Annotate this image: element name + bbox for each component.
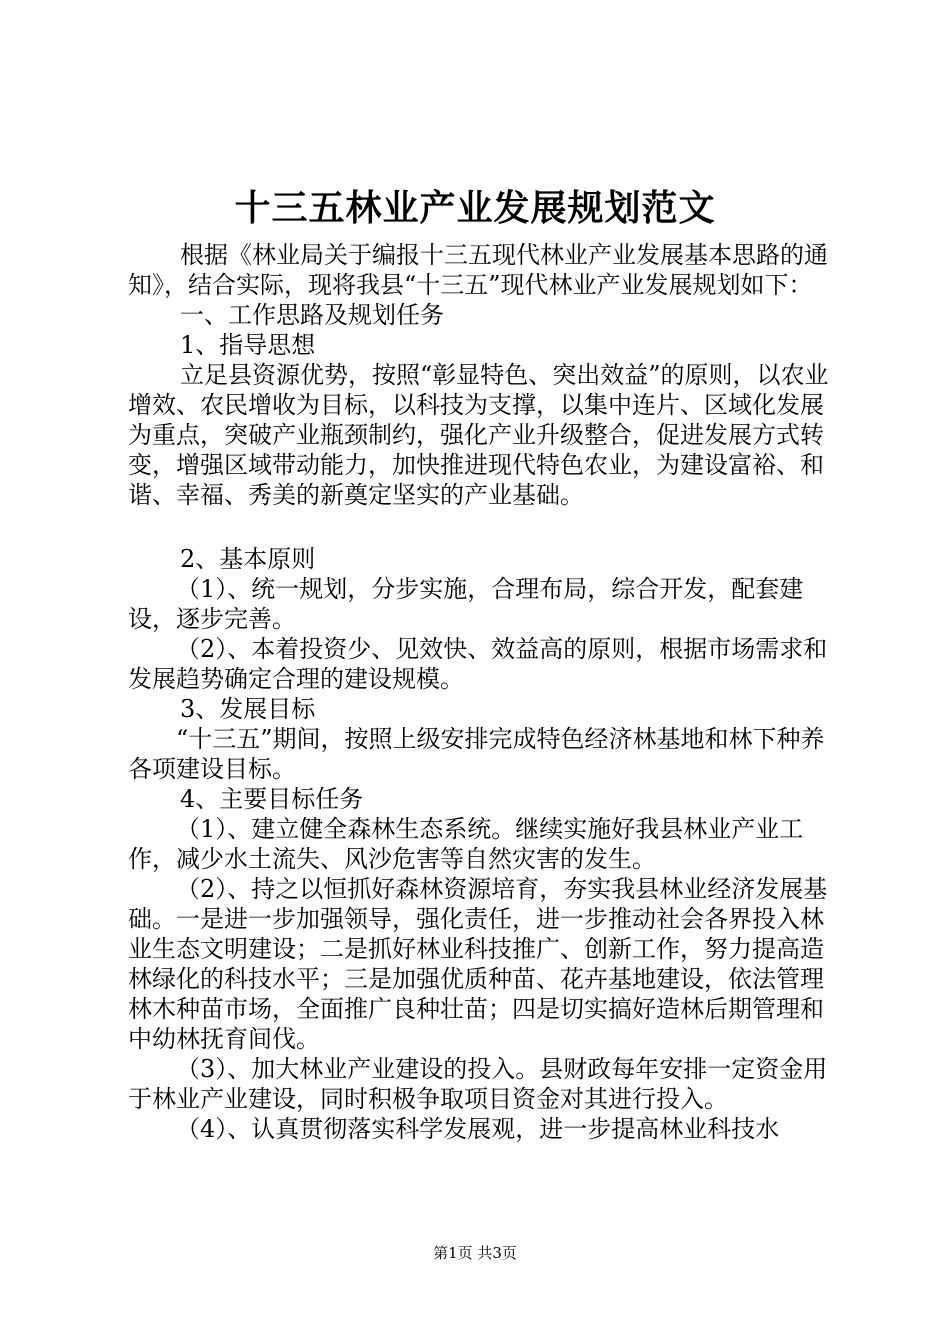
- task-1-paragraph: （1）、建立健全森林生态系统。继续实施好我县林业产业工作，减少水土流失、风沙危害等自然灾害的发生。: [128, 815, 804, 873]
- subsection-heading-guiding-thought: 1、指导思想: [180, 331, 316, 359]
- paragraph-gap: [128, 510, 840, 544]
- principle-1-paragraph: （1）、统一规划，分步实施，合理布局，综合开发，配套建设，逐步完善。: [128, 575, 804, 633]
- task-4-paragraph: （4）、认真贯彻落实科学发展观，进一步提高林业科技水: [176, 1115, 780, 1143]
- intro-paragraph: 根据《林业局关于编报十三五现代林业产业发展基本思路的通知》，结合实际，现将我县“十三五”现代林业产业发展规划如下：: [128, 241, 828, 299]
- task-3-paragraph: （3）、加大林业产业建设的投入。县财政每年安排一定资金用于林业产业建设，同时积极争取项目资金对其进行投入。: [128, 1055, 828, 1113]
- document-body: [128, 240, 840, 1144]
- principle-2-paragraph: （2）、本着投资少、见效快、效益高的原则，根据市场需求和发展趋势确定合理的建设规模。: [128, 635, 828, 693]
- guiding-thought-paragraph: 立足县资源优势，按照“彰显特色、突出效益”的原则，以农业增效、农民增收为目标，以科技为支撑，以集中连片、区域化发展为重点，突破产业瓶颈制约，强化产业升级整合，促进发展方式转变，增强区域带动能力，加快推进现代特色农业，为建设富裕、和谐、幸福、秀美的新奠定坚实的产业基础。: [128, 361, 829, 509]
- section-heading-1: 一、工作思路及规划任务: [180, 301, 444, 329]
- subsection-heading-principles: 2、基本原则: [180, 545, 316, 573]
- subsection-heading-goals: 3、发展目标: [180, 695, 316, 723]
- document-title: 十三五林业产业发展规划范文: [234, 187, 716, 229]
- subsection-heading-tasks: 4、主要目标任务: [180, 785, 364, 813]
- task-2-paragraph: （2）、持之以恒抓好森林资源培育，夯实我县林业经济发展基础。一是进一步加强领导，强化责任，进一步推动社会各界投入林业生态文明建设；二是抓好林业科技推广、创新工作，努力提高造林绿化的科技水平；三是加强优质种苗、花卉基地建设，依法管理林木种苗市场，全面推广良种壮苗；四是切实搞好造林后期管理和中幼林抚育间伐。: [128, 875, 828, 1053]
- goals-paragraph: “十三五”期间，按照上级安排完成特色经济林基地和林下种养各项建设目标。: [128, 725, 825, 783]
- page-number-footer: 第1页 共3页: [433, 1244, 517, 1262]
